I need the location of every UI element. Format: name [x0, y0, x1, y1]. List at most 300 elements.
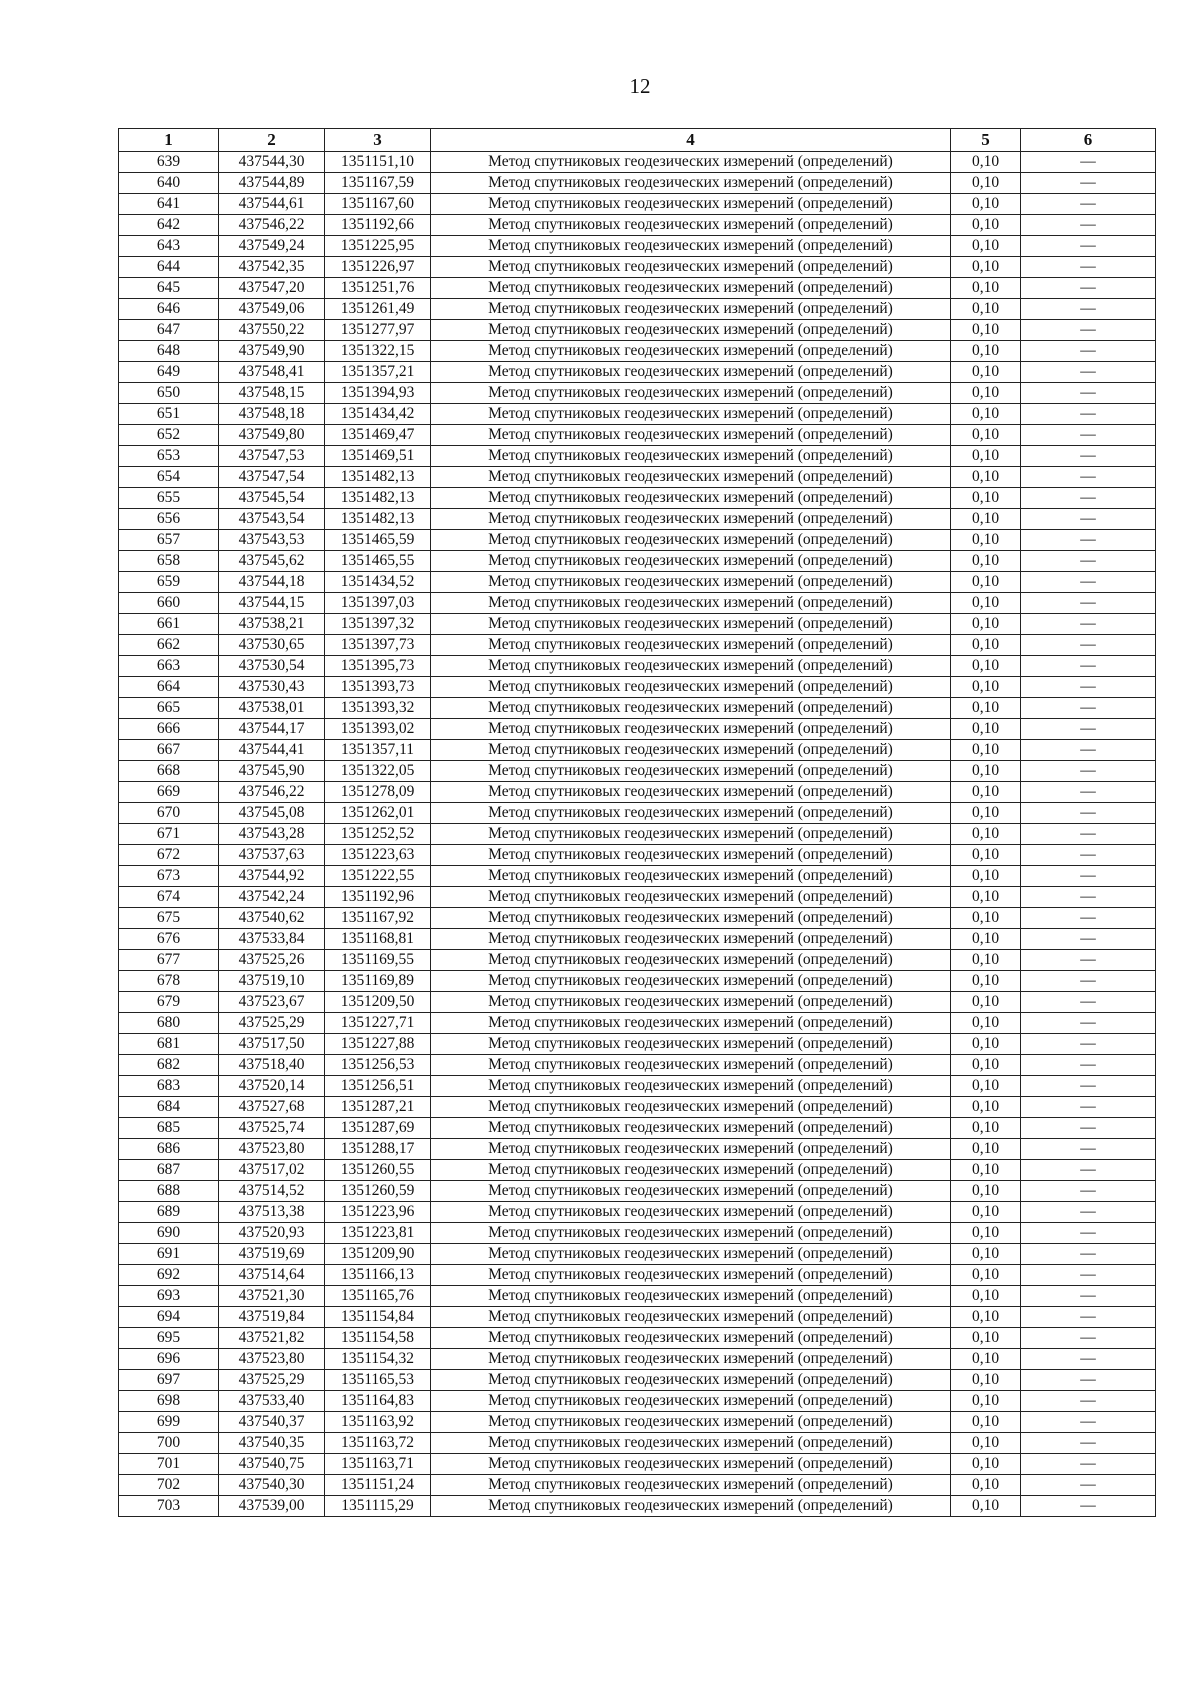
- table-row: [119, 1118, 1156, 1139]
- point-number-cell: 639: [119, 152, 219, 173]
- x-coordinate-cell: 437525,74: [219, 1118, 325, 1139]
- table-row: [119, 1496, 1156, 1517]
- point-number-cell: 689: [119, 1202, 219, 1223]
- x-coordinate-cell: 437544,17: [219, 719, 325, 740]
- table-row: [119, 551, 1156, 572]
- dash-cell: —: [1021, 740, 1156, 761]
- table-row: [119, 299, 1156, 320]
- precision-cell: 0,10: [951, 698, 1021, 719]
- point-number-cell: 641: [119, 194, 219, 215]
- precision-cell: 0,10: [951, 887, 1021, 908]
- table-row: [119, 362, 1156, 383]
- precision-cell: 0,10: [951, 1160, 1021, 1181]
- point-number-cell: 640: [119, 173, 219, 194]
- x-coordinate-cell: 437520,14: [219, 1076, 325, 1097]
- table-row: [119, 152, 1156, 173]
- y-coordinate-cell: 1351115,29: [325, 1496, 431, 1517]
- precision-cell: 0,10: [951, 1391, 1021, 1412]
- point-number-cell: 675: [119, 908, 219, 929]
- y-coordinate-cell: 1351261,49: [325, 299, 431, 320]
- dash-cell: —: [1021, 299, 1156, 320]
- point-number-cell: 658: [119, 551, 219, 572]
- precision-cell: 0,10: [951, 194, 1021, 215]
- table-row: [119, 1265, 1156, 1286]
- table-row: [119, 614, 1156, 635]
- x-coordinate-cell: 437518,40: [219, 1055, 325, 1076]
- point-number-cell: 666: [119, 719, 219, 740]
- x-coordinate-cell: 437544,18: [219, 572, 325, 593]
- precision-cell: 0,10: [951, 530, 1021, 551]
- x-coordinate-cell: 437548,15: [219, 383, 325, 404]
- x-coordinate-cell: 437538,01: [219, 698, 325, 719]
- table-row: [119, 509, 1156, 530]
- precision-cell: 0,10: [951, 1097, 1021, 1118]
- x-coordinate-cell: 437543,28: [219, 824, 325, 845]
- precision-cell: 0,10: [951, 1244, 1021, 1265]
- x-coordinate-cell: 437519,84: [219, 1307, 325, 1328]
- method-cell: Метод спутниковых геодезических измерений (определений): [431, 320, 951, 341]
- x-coordinate-cell: 437525,29: [219, 1370, 325, 1391]
- table-row: [119, 383, 1156, 404]
- table-row: [119, 215, 1156, 236]
- table-row: [119, 1433, 1156, 1454]
- y-coordinate-cell: 1351226,97: [325, 257, 431, 278]
- dash-cell: —: [1021, 488, 1156, 509]
- y-coordinate-cell: 1351165,76: [325, 1286, 431, 1307]
- table-row: [119, 992, 1156, 1013]
- x-coordinate-cell: 437545,08: [219, 803, 325, 824]
- table-row: [119, 1412, 1156, 1433]
- x-coordinate-cell: 437525,29: [219, 1013, 325, 1034]
- precision-cell: 0,10: [951, 1475, 1021, 1496]
- x-coordinate-cell: 437549,80: [219, 425, 325, 446]
- y-coordinate-cell: 1351395,73: [325, 656, 431, 677]
- table-row: [119, 467, 1156, 488]
- dash-cell: —: [1021, 1244, 1156, 1265]
- method-cell: Метод спутниковых геодезических измерений (определений): [431, 425, 951, 446]
- x-coordinate-cell: 437538,21: [219, 614, 325, 635]
- table-row: [119, 656, 1156, 677]
- point-number-cell: 660: [119, 593, 219, 614]
- dash-cell: —: [1021, 278, 1156, 299]
- table-row: [119, 1076, 1156, 1097]
- method-cell: Метод спутниковых геодезических измерений (определений): [431, 1496, 951, 1517]
- method-cell: Метод спутниковых геодезических измерений (определений): [431, 1223, 951, 1244]
- y-coordinate-cell: 1351251,76: [325, 278, 431, 299]
- dash-cell: —: [1021, 362, 1156, 383]
- y-coordinate-cell: 1351222,55: [325, 866, 431, 887]
- y-coordinate-cell: 1351167,59: [325, 173, 431, 194]
- x-coordinate-cell: 437544,15: [219, 593, 325, 614]
- method-cell: Метод спутниковых геодезических измерений (определений): [431, 383, 951, 404]
- precision-cell: 0,10: [951, 866, 1021, 887]
- precision-cell: 0,10: [951, 1433, 1021, 1454]
- table-row: [119, 698, 1156, 719]
- dash-cell: —: [1021, 1097, 1156, 1118]
- x-coordinate-cell: 437548,41: [219, 362, 325, 383]
- header-col-1: 1: [119, 129, 219, 152]
- method-cell: Метод спутниковых геодезических измерений (определений): [431, 1412, 951, 1433]
- dash-cell: —: [1021, 383, 1156, 404]
- precision-cell: 0,10: [951, 740, 1021, 761]
- dash-cell: —: [1021, 824, 1156, 845]
- y-coordinate-cell: 1351164,83: [325, 1391, 431, 1412]
- method-cell: Метод спутниковых геодезических измерений (определений): [431, 1391, 951, 1412]
- table-row: [119, 1223, 1156, 1244]
- point-number-cell: 701: [119, 1454, 219, 1475]
- y-coordinate-cell: 1351151,24: [325, 1475, 431, 1496]
- x-coordinate-cell: 437546,22: [219, 782, 325, 803]
- table-row: [119, 971, 1156, 992]
- x-coordinate-cell: 437540,62: [219, 908, 325, 929]
- point-number-cell: 667: [119, 740, 219, 761]
- point-number-cell: 649: [119, 362, 219, 383]
- method-cell: Метод спутниковых геодезических измерений (определений): [431, 1097, 951, 1118]
- point-number-cell: 661: [119, 614, 219, 635]
- point-number-cell: 682: [119, 1055, 219, 1076]
- precision-cell: 0,10: [951, 1034, 1021, 1055]
- method-cell: Метод спутниковых геодезических измерений (определений): [431, 677, 951, 698]
- table-row: [119, 1013, 1156, 1034]
- precision-cell: 0,10: [951, 362, 1021, 383]
- table-row: [119, 1370, 1156, 1391]
- x-coordinate-cell: 437548,18: [219, 404, 325, 425]
- table-row: [119, 740, 1156, 761]
- point-number-cell: 645: [119, 278, 219, 299]
- table-row: [119, 782, 1156, 803]
- point-number-cell: 644: [119, 257, 219, 278]
- method-cell: Метод спутниковых геодезических измерений (определений): [431, 1433, 951, 1454]
- x-coordinate-cell: 437542,24: [219, 887, 325, 908]
- x-coordinate-cell: 437540,30: [219, 1475, 325, 1496]
- point-number-cell: 669: [119, 782, 219, 803]
- table-row: [119, 1286, 1156, 1307]
- method-cell: Метод спутниковых геодезических измерений (определений): [431, 572, 951, 593]
- y-coordinate-cell: 1351163,71: [325, 1454, 431, 1475]
- method-cell: Метод спутниковых геодезических измерений (определений): [431, 152, 951, 173]
- dash-cell: —: [1021, 1160, 1156, 1181]
- y-coordinate-cell: 1351209,50: [325, 992, 431, 1013]
- x-coordinate-cell: 437519,10: [219, 971, 325, 992]
- precision-cell: 0,10: [951, 551, 1021, 572]
- dash-cell: —: [1021, 1286, 1156, 1307]
- table-row: [119, 824, 1156, 845]
- x-coordinate-cell: 437545,90: [219, 761, 325, 782]
- table-header: [119, 129, 1156, 152]
- x-coordinate-cell: 437530,54: [219, 656, 325, 677]
- x-coordinate-cell: 437525,26: [219, 950, 325, 971]
- x-coordinate-cell: 437517,50: [219, 1034, 325, 1055]
- table-body: [119, 152, 1156, 1517]
- point-number-cell: 687: [119, 1160, 219, 1181]
- x-coordinate-cell: 437523,80: [219, 1139, 325, 1160]
- table-row: [119, 488, 1156, 509]
- method-cell: Метод спутниковых геодезических измерений (определений): [431, 614, 951, 635]
- point-number-cell: 646: [119, 299, 219, 320]
- point-number-cell: 678: [119, 971, 219, 992]
- method-cell: Метод спутниковых геодезических измерений (определений): [431, 1202, 951, 1223]
- x-coordinate-cell: 437545,54: [219, 488, 325, 509]
- y-coordinate-cell: 1351397,73: [325, 635, 431, 656]
- x-coordinate-cell: 437549,24: [219, 236, 325, 257]
- dash-cell: —: [1021, 152, 1156, 173]
- precision-cell: 0,10: [951, 635, 1021, 656]
- dash-cell: —: [1021, 572, 1156, 593]
- precision-cell: 0,10: [951, 950, 1021, 971]
- method-cell: Метод спутниковых геодезических измерений (определений): [431, 635, 951, 656]
- method-cell: Метод спутниковых геодезических измерений (определений): [431, 971, 951, 992]
- y-coordinate-cell: 1351163,72: [325, 1433, 431, 1454]
- table-row: [119, 887, 1156, 908]
- x-coordinate-cell: 437533,84: [219, 929, 325, 950]
- point-number-cell: 662: [119, 635, 219, 656]
- dash-cell: —: [1021, 173, 1156, 194]
- x-coordinate-cell: 437521,30: [219, 1286, 325, 1307]
- precision-cell: 0,10: [951, 1202, 1021, 1223]
- x-coordinate-cell: 437530,65: [219, 635, 325, 656]
- table-row: [119, 719, 1156, 740]
- y-coordinate-cell: 1351322,15: [325, 341, 431, 362]
- precision-cell: 0,10: [951, 572, 1021, 593]
- point-number-cell: 654: [119, 467, 219, 488]
- precision-cell: 0,10: [951, 1412, 1021, 1433]
- table-row: [119, 173, 1156, 194]
- x-coordinate-cell: 437540,75: [219, 1454, 325, 1475]
- method-cell: Метод спутниковых геодезических измерений (определений): [431, 656, 951, 677]
- x-coordinate-cell: 437539,00: [219, 1496, 325, 1517]
- point-number-cell: 681: [119, 1034, 219, 1055]
- y-coordinate-cell: 1351277,97: [325, 320, 431, 341]
- method-cell: Метод спутниковых геодезических измерений (определений): [431, 1013, 951, 1034]
- coordinates-table: [118, 128, 1156, 1517]
- table-row: [119, 1160, 1156, 1181]
- x-coordinate-cell: 437547,53: [219, 446, 325, 467]
- precision-cell: 0,10: [951, 257, 1021, 278]
- y-coordinate-cell: 1351154,84: [325, 1307, 431, 1328]
- precision-cell: 0,10: [951, 1076, 1021, 1097]
- precision-cell: 0,10: [951, 992, 1021, 1013]
- point-number-cell: 673: [119, 866, 219, 887]
- x-coordinate-cell: 437519,69: [219, 1244, 325, 1265]
- y-coordinate-cell: 1351151,10: [325, 152, 431, 173]
- method-cell: Метод спутниковых геодезических измерений (определений): [431, 1181, 951, 1202]
- precision-cell: 0,10: [951, 1349, 1021, 1370]
- precision-cell: 0,10: [951, 1307, 1021, 1328]
- x-coordinate-cell: 437514,52: [219, 1181, 325, 1202]
- table-row: [119, 572, 1156, 593]
- precision-cell: 0,10: [951, 782, 1021, 803]
- y-coordinate-cell: 1351393,73: [325, 677, 431, 698]
- method-cell: Метод спутниковых геодезических измерений (определений): [431, 1076, 951, 1097]
- dash-cell: —: [1021, 1076, 1156, 1097]
- method-cell: Метод спутниковых геодезических измерений (определений): [431, 1286, 951, 1307]
- point-number-cell: 676: [119, 929, 219, 950]
- method-cell: Метод спутниковых геодезических измерений (определений): [431, 929, 951, 950]
- dash-cell: —: [1021, 236, 1156, 257]
- header-col-6: 6: [1021, 129, 1156, 152]
- y-coordinate-cell: 1351287,21: [325, 1097, 431, 1118]
- precision-cell: 0,10: [951, 677, 1021, 698]
- y-coordinate-cell: 1351227,88: [325, 1034, 431, 1055]
- precision-cell: 0,10: [951, 761, 1021, 782]
- precision-cell: 0,10: [951, 1265, 1021, 1286]
- y-coordinate-cell: 1351168,81: [325, 929, 431, 950]
- precision-cell: 0,10: [951, 1139, 1021, 1160]
- point-number-cell: 664: [119, 677, 219, 698]
- x-coordinate-cell: 437521,82: [219, 1328, 325, 1349]
- y-coordinate-cell: 1351394,93: [325, 383, 431, 404]
- method-cell: Метод спутниковых геодезических измерений (определений): [431, 992, 951, 1013]
- point-number-cell: 691: [119, 1244, 219, 1265]
- point-number-cell: 697: [119, 1370, 219, 1391]
- dash-cell: —: [1021, 1475, 1156, 1496]
- y-coordinate-cell: 1351223,96: [325, 1202, 431, 1223]
- y-coordinate-cell: 1351163,92: [325, 1412, 431, 1433]
- dash-cell: —: [1021, 719, 1156, 740]
- method-cell: Метод спутниковых геодезических измерений (определений): [431, 341, 951, 362]
- dash-cell: —: [1021, 1328, 1156, 1349]
- dash-cell: —: [1021, 761, 1156, 782]
- x-coordinate-cell: 437546,22: [219, 215, 325, 236]
- point-number-cell: 655: [119, 488, 219, 509]
- dash-cell: —: [1021, 1307, 1156, 1328]
- y-coordinate-cell: 1351262,01: [325, 803, 431, 824]
- table-row: [119, 278, 1156, 299]
- x-coordinate-cell: 437544,30: [219, 152, 325, 173]
- table-row: [119, 425, 1156, 446]
- point-number-cell: 692: [119, 1265, 219, 1286]
- y-coordinate-cell: 1351469,51: [325, 446, 431, 467]
- dash-cell: —: [1021, 635, 1156, 656]
- dash-cell: —: [1021, 509, 1156, 530]
- precision-cell: 0,10: [951, 446, 1021, 467]
- point-number-cell: 695: [119, 1328, 219, 1349]
- table-row: [119, 1391, 1156, 1412]
- dash-cell: —: [1021, 341, 1156, 362]
- table-row: [119, 950, 1156, 971]
- table-row: [119, 866, 1156, 887]
- method-cell: Метод спутниковых геодезических измерений (определений): [431, 1034, 951, 1055]
- page-number: 12: [629, 74, 651, 98]
- point-number-cell: 690: [119, 1223, 219, 1244]
- x-coordinate-cell: 437523,67: [219, 992, 325, 1013]
- precision-cell: 0,10: [951, 1286, 1021, 1307]
- point-number-cell: 668: [119, 761, 219, 782]
- y-coordinate-cell: 1351322,05: [325, 761, 431, 782]
- dash-cell: —: [1021, 1223, 1156, 1244]
- point-number-cell: 671: [119, 824, 219, 845]
- table-row: [119, 1244, 1156, 1265]
- y-coordinate-cell: 1351192,66: [325, 215, 431, 236]
- point-number-cell: 653: [119, 446, 219, 467]
- point-number-cell: 694: [119, 1307, 219, 1328]
- x-coordinate-cell: 437513,38: [219, 1202, 325, 1223]
- method-cell: Метод спутниковых геодезических измерений (определений): [431, 824, 951, 845]
- y-coordinate-cell: 1351465,55: [325, 551, 431, 572]
- x-coordinate-cell: 437523,80: [219, 1349, 325, 1370]
- table-row: [119, 446, 1156, 467]
- precision-cell: 0,10: [951, 656, 1021, 677]
- precision-cell: 0,10: [951, 215, 1021, 236]
- dash-cell: —: [1021, 257, 1156, 278]
- point-number-cell: 699: [119, 1412, 219, 1433]
- x-coordinate-cell: 437543,54: [219, 509, 325, 530]
- precision-cell: 0,10: [951, 1013, 1021, 1034]
- y-coordinate-cell: 1351169,89: [325, 971, 431, 992]
- precision-cell: 0,10: [951, 929, 1021, 950]
- method-cell: Метод спутниковых геодезических измерений (определений): [431, 467, 951, 488]
- y-coordinate-cell: 1351154,32: [325, 1349, 431, 1370]
- precision-cell: 0,10: [951, 467, 1021, 488]
- table-row: [119, 1181, 1156, 1202]
- y-coordinate-cell: 1351288,17: [325, 1139, 431, 1160]
- table-row: [119, 1055, 1156, 1076]
- y-coordinate-cell: 1351154,58: [325, 1328, 431, 1349]
- x-coordinate-cell: 437517,02: [219, 1160, 325, 1181]
- dash-cell: —: [1021, 1265, 1156, 1286]
- table-row: [119, 1202, 1156, 1223]
- header-row: [119, 129, 1156, 152]
- point-number-cell: 663: [119, 656, 219, 677]
- method-cell: Метод спутниковых геодезических измерений (определений): [431, 509, 951, 530]
- y-coordinate-cell: 1351165,53: [325, 1370, 431, 1391]
- y-coordinate-cell: 1351256,51: [325, 1076, 431, 1097]
- dash-cell: —: [1021, 929, 1156, 950]
- method-cell: Метод спутниковых геодезических измерений (определений): [431, 1244, 951, 1265]
- x-coordinate-cell: 437540,37: [219, 1412, 325, 1433]
- y-coordinate-cell: 1351434,52: [325, 572, 431, 593]
- x-coordinate-cell: 437544,61: [219, 194, 325, 215]
- table-row: [119, 194, 1156, 215]
- x-coordinate-cell: 437549,06: [219, 299, 325, 320]
- method-cell: Метод спутниковых геодезических измерений (определений): [431, 488, 951, 509]
- dash-cell: —: [1021, 1496, 1156, 1517]
- point-number-cell: 647: [119, 320, 219, 341]
- y-coordinate-cell: 1351260,59: [325, 1181, 431, 1202]
- x-coordinate-cell: 437530,43: [219, 677, 325, 698]
- point-number-cell: 696: [119, 1349, 219, 1370]
- method-cell: Метод спутниковых геодезических измерений (определений): [431, 866, 951, 887]
- dash-cell: —: [1021, 845, 1156, 866]
- precision-cell: 0,10: [951, 152, 1021, 173]
- precision-cell: 0,10: [951, 425, 1021, 446]
- y-coordinate-cell: 1351469,47: [325, 425, 431, 446]
- precision-cell: 0,10: [951, 593, 1021, 614]
- method-cell: Метод спутниковых геодезических измерений (определений): [431, 803, 951, 824]
- method-cell: Метод спутниковых геодезических измерений (определений): [431, 1370, 951, 1391]
- y-coordinate-cell: 1351252,52: [325, 824, 431, 845]
- method-cell: Метод спутниковых геодезических измерений (определений): [431, 698, 951, 719]
- point-number-cell: 650: [119, 383, 219, 404]
- table-row: [119, 845, 1156, 866]
- method-cell: Метод спутниковых геодезических измерений (определений): [431, 404, 951, 425]
- precision-cell: 0,10: [951, 719, 1021, 740]
- precision-cell: 0,10: [951, 845, 1021, 866]
- dash-cell: —: [1021, 614, 1156, 635]
- point-number-cell: 659: [119, 572, 219, 593]
- y-coordinate-cell: 1351167,92: [325, 908, 431, 929]
- dash-cell: —: [1021, 194, 1156, 215]
- method-cell: Метод спутниковых геодезических измерений (определений): [431, 593, 951, 614]
- precision-cell: 0,10: [951, 278, 1021, 299]
- method-cell: Метод спутниковых геодезических измерений (определений): [431, 845, 951, 866]
- precision-cell: 0,10: [951, 1223, 1021, 1244]
- y-coordinate-cell: 1351357,21: [325, 362, 431, 383]
- dash-cell: —: [1021, 1391, 1156, 1412]
- dash-cell: —: [1021, 1454, 1156, 1475]
- dash-cell: —: [1021, 446, 1156, 467]
- point-number-cell: 679: [119, 992, 219, 1013]
